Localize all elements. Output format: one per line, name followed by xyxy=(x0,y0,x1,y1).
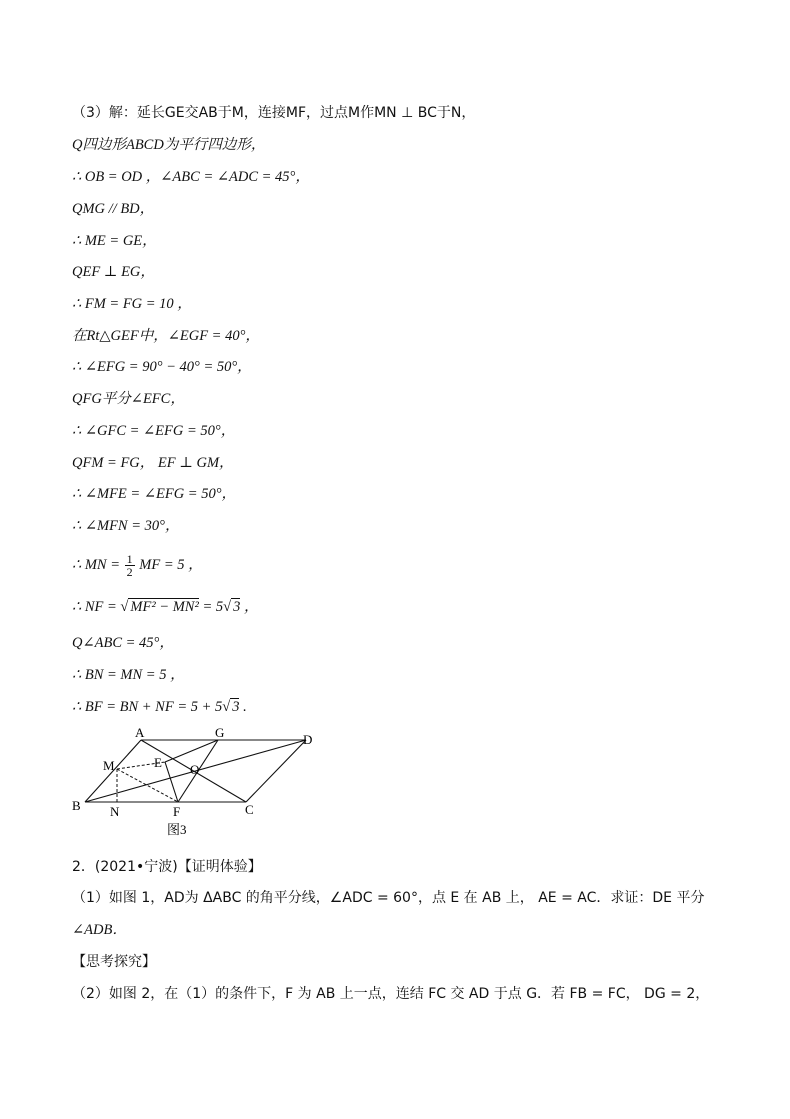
label-o: O xyxy=(190,762,200,777)
solution-line-10: QFG平分∠EFC， xyxy=(72,391,185,407)
mn-equation-suffix: MF = 5 ， xyxy=(139,556,203,573)
problem-2-part-1: （1）如图 1，AD为 ΔABC 的角平分线，∠ADC = 60°，点 E 在 AB 上， AE = AC．求证：DE 平分 xyxy=(72,890,705,906)
sqrt-sign: √ xyxy=(223,599,232,615)
solution-line-8: 在Rt△GEF中，∠EGF = 40°， xyxy=(72,328,260,344)
label-m: M xyxy=(103,758,115,773)
bf-equation-prefix: ∴ BF = BN + NF = 5 + 5 xyxy=(72,699,223,715)
solution-line-11: ∴ ∠GFC = ∠EFG = 50°， xyxy=(72,423,236,439)
solution-line-9: ∴ ∠EFG = 90° − 40° = 50°， xyxy=(72,359,252,375)
solution-line-6: QEF ⊥ EG， xyxy=(72,264,155,280)
bf-equation-suffix: . xyxy=(243,699,247,715)
solution-line-2: Q四边形ABCD为平行四边形， xyxy=(72,137,266,153)
fraction-numerator: 1 xyxy=(126,552,133,566)
one-half-fraction xyxy=(125,553,135,578)
solution-line-12: QFM = FG， EF ⊥ GM， xyxy=(72,455,234,471)
nf-equation-suffix: ， xyxy=(243,599,259,615)
label-a: A xyxy=(135,726,145,740)
geometry-figure-3 xyxy=(66,726,326,841)
solution-line-18: ∴ BN = MN = 5 ， xyxy=(72,667,185,683)
label-g: G xyxy=(215,726,225,740)
solution-line-15 xyxy=(72,553,203,578)
solution-line-4: QMG // BD， xyxy=(72,201,155,217)
label-c: C xyxy=(245,802,254,817)
figure-caption: 图3 xyxy=(167,822,187,837)
solution-line-7: ∴ FM = FG = 10 ， xyxy=(72,296,192,312)
label-n: N xyxy=(110,804,120,819)
nf-equation-middle: = 5 xyxy=(202,599,224,615)
label-d: D xyxy=(303,732,313,747)
section-heading-explore: 【思考探究】 xyxy=(72,954,156,970)
label-b: B xyxy=(72,798,81,813)
solution-line-14: ∴ ∠MFN = 30°， xyxy=(72,518,180,534)
fraction-denominator: 2 xyxy=(126,565,133,579)
radicand: MF² − MN² xyxy=(130,599,199,615)
radicand-3: 3 xyxy=(232,699,240,715)
solution-line-16 xyxy=(72,598,258,616)
solution-line-1: （3）解：延长GE交AB于M，连接MF，过点M作MN ⊥ BC于N， xyxy=(72,105,476,121)
sqrt-sign: √ xyxy=(222,699,231,715)
nf-equation-prefix: ∴ NF = xyxy=(72,599,117,615)
solution-line-5: ∴ ME = GE， xyxy=(72,233,157,249)
solution-line-13: ∴ ∠MFE = ∠EFG = 50°， xyxy=(72,486,236,502)
problem-2-part-2: （2）如图 2，在（1）的条件下，F 为 AB 上一点，连结 FC 交 AD 于点 G．若 FB = FC， DG = 2， xyxy=(72,986,710,1002)
solution-line-17: Q∠ABC = 45°， xyxy=(72,635,174,651)
label-f: F xyxy=(173,804,181,819)
problem-2-part-1-cont: ∠ADB． xyxy=(72,922,127,938)
segment-ge xyxy=(165,740,218,762)
segment-dc xyxy=(246,740,306,802)
solution-line-3: ∴ OB = OD ，∠ABC = ∠ADC = 45°， xyxy=(72,169,310,185)
sqrt-sign: √ xyxy=(120,599,129,615)
mn-equation-prefix: ∴ MN = xyxy=(72,556,121,573)
radicand-3: 3 xyxy=(233,599,241,615)
solution-line-19 xyxy=(72,698,247,716)
problem-2-heading: 2．(2021•宁波)【证明体验】 xyxy=(72,859,262,875)
label-e: E xyxy=(154,755,162,770)
